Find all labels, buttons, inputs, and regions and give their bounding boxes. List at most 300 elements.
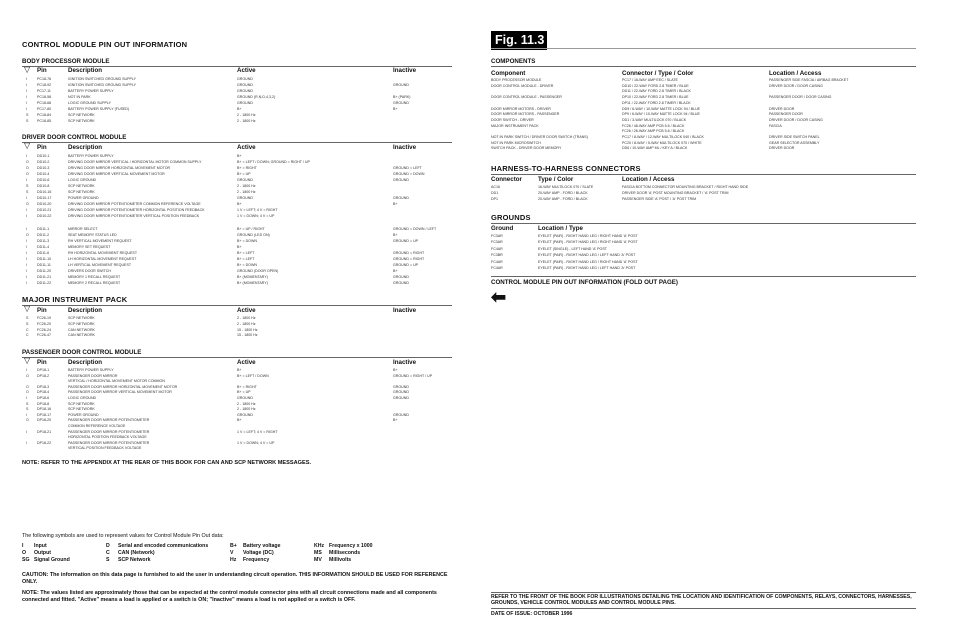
table-cell: BODY PROCESSOR MODULE <box>491 78 542 82</box>
table-cell: DP18-8 <box>37 401 50 406</box>
table-cell: 1 V = LEFT; 4 V = RIGHT <box>237 429 278 434</box>
table-cell: B+ <box>237 202 242 206</box>
table-cell: MAJOR INSTRUMENT PACK <box>491 123 539 128</box>
table-cell: I <box>26 95 27 99</box>
symbol-legend-cell: Input <box>34 543 47 549</box>
table-cell: GROUND = DOWN <box>393 172 425 176</box>
table-cell: B+ <box>393 418 398 423</box>
table-cell: 2 - 1800 Hz <box>237 119 256 123</box>
ddcm-col-pin: Pin <box>37 144 47 151</box>
table-cell: O <box>26 390 29 395</box>
table-cell: DOOR MIRROR MOTORS - DRIVER <box>491 106 551 111</box>
table-cell: I <box>26 251 27 255</box>
table-cell: 15 - 1800 Hz <box>237 333 258 338</box>
table-cell: COMMON REFERENCE VOLTAGE <box>68 424 126 428</box>
table-cell: DRIVING DOOR MIRROR VERTICAL / HORIZONTAL MOTOR COMMON SUPPLY <box>68 160 202 164</box>
table-cell: LOGIC GROUND SUPPLY <box>68 101 112 105</box>
table-cell: DD1 <box>491 191 499 196</box>
table-cell: 1 V = DOWN; 4 V = UP <box>237 440 275 445</box>
ddcm-heading: DRIVER DOOR CONTROL MODULE <box>22 134 127 141</box>
symbol-legend-cell: KHz <box>314 543 325 549</box>
table-cell: B+ <box>237 154 242 158</box>
table-cell: S <box>26 401 29 406</box>
table-cell: I <box>26 269 27 273</box>
page-title: CONTROL MODULE PIN OUT INFORMATION <box>22 40 188 49</box>
table-cell: GROUND <box>393 196 409 200</box>
table-cell: DD10-8 <box>37 184 50 188</box>
symbol-legend-cell: Battery voltage <box>243 543 281 549</box>
table-cell: DD10-20 <box>37 202 52 206</box>
table-cell: S <box>26 190 29 194</box>
table-cell: 2 - 1800 Hz <box>237 113 256 117</box>
table-cell: S <box>26 407 29 412</box>
harness-heading: HARNESS-TO-HARNESS CONNECTORS <box>491 164 641 173</box>
table-cell: DD11-10 <box>37 257 52 261</box>
table-cell: DP18-4 <box>37 390 50 395</box>
table-cell: PASSENGER SIDE 'A' POST / 'A' POST TRIM <box>622 197 697 202</box>
grounds-heading: GROUNDS <box>491 213 531 222</box>
table-cell: DP18-3 <box>37 384 50 389</box>
table-cell: B+ <box>237 107 242 111</box>
table-cell: B+ (MOMENTARY) <box>237 281 268 285</box>
table-cell: IGNITION SWITCHED GROUND SUPPLY <box>68 77 137 81</box>
table-cell: FASCIA <box>769 123 782 128</box>
table-cell: DOOR CONTROL MODULE - PASSENGER <box>491 95 562 100</box>
table-cell: GROUND <box>393 390 409 395</box>
mip-col-inactive: Inactive <box>393 307 417 314</box>
table-cell: 1 V = LEFT; 4 V = RIGHT <box>237 208 278 212</box>
table-cell: DP11 / 22-WAY FORD 2.8 TIMER / BLACK <box>622 100 691 105</box>
bpm-col-active: Active <box>237 67 256 74</box>
figure-badge: Fig. 11.3 <box>491 31 547 50</box>
table-cell: DD11-21 <box>37 275 52 279</box>
symbol-legend-cell: Frequency <box>243 557 270 563</box>
table-cell: 2 - 1800 Hz <box>237 407 256 412</box>
table-cell: BATTERY POWER SUPPLY <box>68 368 114 372</box>
table-cell: SCP NETWORK <box>68 113 95 117</box>
table-cell: VERTICAL / HORIZONTAL MOVEMENT MOTOR COMMON <box>68 379 165 384</box>
values-note: NOTE: The values listed are approximately those that can be expected at the control module connector pins with all circuit connections made and all components connected and fitted. "Active" means a load is applied or a switch is ON; "Inactive" means a load is not applied or a switch is OFF. <box>22 590 437 603</box>
table-cell: GROUND <box>237 77 253 81</box>
table-cell: DD11 / 22-WAY FORD 2.8 TIMER / BLACK <box>622 89 691 94</box>
table-cell: PASSENGER DOOR MIRROR VERTICAL MOVEMENT MOTOR <box>68 390 172 395</box>
table-cell: NOT IN PARK MICROSWITCH <box>491 140 541 145</box>
table-cell: DD10-17 <box>37 196 52 200</box>
table-cell: GROUND = LEFT <box>393 166 422 170</box>
table-cell: PC20 / 8-WAY / 5-WAY MULTILOCK 070 / WHITE <box>622 140 702 145</box>
table-cell: DRIVER DOOR <box>769 106 795 111</box>
table-cell: FC3AR <box>491 240 503 245</box>
ddcm-col-active: Active <box>237 144 256 151</box>
table-cell: SCP NETWORK <box>68 184 95 188</box>
table-cell: B+ <box>393 107 398 111</box>
table-cell: DD11-4 <box>37 245 50 249</box>
table-cell: S <box>26 321 29 326</box>
symbols-intro: The following symbols are used to represent values for Control Module Pin Out data: <box>22 533 224 539</box>
table-cell: DRIVER DOOR 'A' POST MOUNTING BRACKET / 'A' POST TRIM <box>622 191 729 196</box>
table-cell: GROUND = DOWN / LEFT <box>393 227 437 231</box>
table-cell: B+ <box>237 245 242 249</box>
table-cell: DP18-2 <box>37 373 50 378</box>
table-cell: FC4AR <box>491 246 503 251</box>
table-cell: DRIVING DOOR MIRROR VERTICAL MOVEMENT MOTOR <box>68 172 165 176</box>
table-cell: DP18-16 <box>37 407 52 412</box>
table-cell: FC26 / 48-WAY AMP PCB 5.6 / BLACK <box>622 123 685 128</box>
table-cell: DRIVER DOOR / DOOR CASING <box>769 117 823 122</box>
table-cell: DRIVERS DOOR SWITCH <box>68 269 111 273</box>
table-cell: I <box>26 214 27 218</box>
table-cell: PC17 / 16-WAY AMP EEC / SLATE <box>622 78 678 82</box>
mip-col-active: Active <box>237 307 256 314</box>
table-cell: FASCIA BOTTOM CONNECTOR MOUNTING BRACKET / RIGHT HAND SIDE <box>622 185 749 189</box>
table-cell: SCP NETWORK <box>68 407 95 412</box>
table-cell: CAN NETWORK <box>68 327 95 332</box>
table-cell: I <box>26 275 27 279</box>
table-cell: I <box>26 412 27 417</box>
table-cell: BATTERY POWER SUPPLY <box>68 89 114 93</box>
pin-triangle-icon: ▽ <box>24 65 31 74</box>
table-cell: SCP NETWORK <box>68 119 95 123</box>
table-cell: DD9 / 6-WAY / 10-WAY MATTE LOCK 94 / BLUE <box>622 106 701 111</box>
table-cell: GROUND (LED ON) <box>237 233 270 237</box>
table-cell: LOGIC GROUND <box>68 178 97 182</box>
table-cell: EYELET (PAIR) - RIGHT HAND LEG / RIGHT HAND 'A' POST <box>538 240 638 245</box>
table-cell: S <box>26 184 29 188</box>
components-col-component: Component <box>491 70 526 77</box>
table-cell: VERTICAL POSITION FEEDBACK VOLTAGE <box>68 446 142 451</box>
table-cell: BATTERY POWER SUPPLY (FUSED) <box>68 107 130 111</box>
table-cell: DRIVER DOOR <box>769 146 795 151</box>
symbol-legend-cell: Milliseconds <box>329 550 361 556</box>
bpm-col-pin: Pin <box>37 67 47 74</box>
table-cell: I <box>26 196 27 200</box>
table-cell: B+ = UP <box>237 172 251 176</box>
table-cell: DOOR MIRROR MOTORS - PASSENGER <box>491 112 560 117</box>
table-cell: FC3AR <box>491 234 503 238</box>
table-cell: B+ = LEFT / DOWN; GROUND = RIGHT / UP <box>237 160 310 164</box>
table-cell: FC26-47 <box>37 333 51 338</box>
components-col-location: Location / Access <box>769 70 822 77</box>
table-cell: EYELET (PAIR) - RIGHT HAND LEG / LEFT HAND 'A' POST <box>538 253 636 258</box>
table-cell: I <box>26 107 27 111</box>
table-cell: 2 - 1800 Hz <box>237 190 256 194</box>
table-cell: IGNITION SWITCHED GROUND SUPPLY <box>68 83 137 87</box>
table-cell: GROUND <box>237 101 253 105</box>
table-cell: B+ (PARK) <box>393 95 411 99</box>
symbol-legend-cell: B+ <box>230 543 237 549</box>
table-cell: B+ <box>237 368 242 372</box>
table-cell: B+ = RIGHT <box>237 166 257 170</box>
table-cell: DP18-6 <box>37 396 50 400</box>
table-cell: FC4AR <box>491 266 503 270</box>
table-cell: O <box>26 160 29 164</box>
table-cell: GROUND <box>393 101 409 105</box>
table-cell: I <box>26 281 27 285</box>
table-cell: I <box>26 101 27 105</box>
table-cell: BATTERY POWER SUPPLY <box>68 154 114 158</box>
table-cell: I <box>26 77 27 81</box>
bpm-col-desc: Description <box>68 67 103 74</box>
network-note: NOTE: REFER TO THE APPENDIX AT THE REAR OF THIS BOOK FOR CAN AND SCP NETWORK MESSAGES. <box>22 460 312 466</box>
table-cell: LH HORIZONTAL MOVEMENT REQUEST <box>68 257 137 261</box>
table-cell: PC17-80 <box>37 107 52 111</box>
table-cell: GEAR SELECTOR ASSEMBLY <box>769 140 820 145</box>
table-cell: GROUND = RIGHT <box>393 257 425 261</box>
table-cell: S <box>26 113 29 117</box>
table-cell: B+ = DOWN <box>237 263 257 267</box>
pdcm-heading: PASSENGER DOOR CONTROL MODULE <box>22 349 142 356</box>
issue-date: DATE OF ISSUE: OCTOBER 1996 <box>491 611 573 617</box>
symbol-legend-cell: CAN (Network) <box>118 550 155 556</box>
mip-heading: MAJOR INSTRUMENT PACK <box>22 295 128 304</box>
symbol-legend-cell: V <box>230 550 234 556</box>
table-cell: DOOR SWITCH - DRIVER <box>491 117 534 122</box>
table-cell: 15 - 1800 Hz <box>237 327 258 332</box>
symbol-legend-cell: MS <box>314 550 322 556</box>
harness-col-type: Type / Color <box>538 176 574 183</box>
table-cell: S <box>26 119 29 123</box>
table-cell: O <box>26 233 29 237</box>
table-cell: GROUND <box>393 83 409 87</box>
table-cell: GROUND <box>393 396 409 400</box>
table-cell: B+ <box>393 233 398 237</box>
table-cell: GROUND <box>393 178 409 182</box>
table-cell: O <box>26 418 29 423</box>
arrow-left-icon: ⬅ <box>491 287 507 307</box>
table-cell: I <box>26 263 27 267</box>
table-cell: PC17-11 <box>37 89 51 93</box>
symbol-legend-cell: Output <box>34 550 51 556</box>
table-cell: SCP NETWORK <box>68 401 95 406</box>
table-cell: EYELET (PAIR) - RIGHT HAND LEG / RIGHT HAND 'A' POST <box>538 259 638 264</box>
table-cell: DRIVER DOOR / DOOR CASING <box>769 83 823 88</box>
table-cell: DD10-1 <box>37 154 50 158</box>
table-cell: O <box>26 373 29 378</box>
table-cell: MEMORY 1 RECALL REQUEST <box>68 275 121 279</box>
table-cell: B+ <box>393 202 398 206</box>
table-cell: I <box>26 208 27 212</box>
table-cell: B+ = DOWN <box>237 239 257 243</box>
table-cell: GROUND <box>393 384 409 389</box>
table-cell: I <box>26 239 27 243</box>
pdcm-col-desc: Description <box>68 359 103 366</box>
table-cell: GROUND <box>393 275 409 279</box>
symbol-legend-cell: Serial and encoded communications <box>118 543 209 549</box>
table-cell: B+ <box>393 368 398 372</box>
table-cell: DD11-6 <box>37 251 50 255</box>
table-cell: I <box>26 440 27 445</box>
table-cell: DD11-22 <box>37 281 52 285</box>
table-cell: PASSENGER DOOR MIRROR HORIZONTAL MOVEMENT MOTOR <box>68 384 178 389</box>
table-cell: EYELET (SINGLE) - LEFT HAND 'A' POST <box>538 246 607 251</box>
components-heading: COMPONENTS <box>491 58 536 65</box>
table-cell: I <box>26 257 27 261</box>
table-cell: I <box>26 154 27 158</box>
table-cell: PASSENGER DOOR MIRROR POTENTIOMETER <box>68 418 150 423</box>
table-cell: I <box>26 178 27 182</box>
table-cell: FC26 / 26-WAY AMP PCB 5.6 / BLACK <box>622 129 685 134</box>
table-cell: I <box>26 89 27 93</box>
bpm-heading: BODY PROCESSOR MODULE <box>22 58 110 65</box>
table-cell: B+ <box>237 418 242 423</box>
symbol-legend-cell: MV <box>314 557 322 563</box>
table-cell: I <box>26 83 27 87</box>
table-cell: B+ = UP / RIGHT <box>237 227 265 231</box>
table-cell: B+ = RIGHT <box>237 384 257 389</box>
table-cell: DD10 / 22-WAY FORD 2.8 TIMER / BLUE <box>622 83 689 88</box>
table-cell: DD11-2 <box>37 233 50 237</box>
table-cell: PC18-84 <box>37 113 52 117</box>
table-cell: PASSENGER SIDE FASCIA / AIRBAG BRACKET <box>769 78 849 82</box>
table-cell: I <box>26 368 27 372</box>
table-cell: LOGIC GROUND <box>68 396 97 400</box>
table-cell: I <box>26 245 27 249</box>
table-cell: GROUND <box>237 83 253 87</box>
symbol-legend-cell: Hz <box>230 557 237 563</box>
symbol-legend-cell: O <box>22 550 27 556</box>
table-cell: I <box>26 396 27 400</box>
table-cell: B+ (MOMENTARY) <box>237 275 268 279</box>
table-cell: GROUND <box>237 396 253 400</box>
table-cell: PASSENGER DOOR MIRROR <box>68 373 118 378</box>
table-cell: RH HORIZONTAL MOVEMENT REQUEST <box>68 251 138 255</box>
table-cell: GROUND = UP <box>393 263 419 267</box>
table-cell: MIRROR SELECT <box>68 227 98 231</box>
table-cell: POWER GROUND <box>68 412 99 417</box>
table-cell: PC18-58 <box>37 95 52 99</box>
table-cell: 16-WAY MULTILOCK 070 / SLATE <box>538 185 594 189</box>
table-cell: LH VERTICAL MOVEMENT REQUEST <box>68 263 132 267</box>
mip-col-desc: Description <box>68 307 103 314</box>
refer-note: REFER TO THE FRONT OF THE BOOK FOR ILLUSTRATIONS DETAILING THE LOCATION AND IDENTIFICATION OF COMPONENTS, RELAYS, CONNECTORS, HARNESSES, GROUNDS, VEHICLE CONTROL MODULES AND CONTROL MODULE PINS. <box>491 594 912 607</box>
table-cell: PASSENGER DOOR / DOOR CASING <box>769 95 832 100</box>
table-cell: DRIVING DOOR MIRROR HORIZONTAL MOVEMENT MOTOR <box>68 166 171 170</box>
table-cell: O <box>26 172 29 176</box>
table-cell: 2 - 1800 Hz <box>237 321 256 326</box>
pin-triangle-icon: ▽ <box>24 304 31 313</box>
symbol-legend-cell: Frequency x 1000 <box>329 543 373 549</box>
table-cell: FC4AR <box>491 259 503 264</box>
harness-col-location: Location / Access <box>622 176 675 183</box>
table-cell: B+ <box>393 269 398 273</box>
table-cell: C <box>26 333 29 338</box>
table-cell: DRIVING DOOR MIRROR POTENTIOMETER COMMON REFERENCE VOLTAGE <box>68 202 201 206</box>
harness-col-connector: Connector <box>491 176 522 183</box>
table-cell: MEMORY 2 RECALL REQUEST <box>68 281 121 285</box>
table-cell: GROUND <box>237 196 253 200</box>
table-cell: NOT IN PARK <box>68 95 91 99</box>
pin-triangle-icon: ▽ <box>24 356 31 365</box>
table-cell: DD11-1 <box>37 227 50 231</box>
table-cell: PASSENGER DOOR MIRROR POTENTIOMETER <box>68 429 150 434</box>
table-cell: GROUND (R,N,D,4,3,2) <box>237 95 276 99</box>
table-cell: SCP NETWORK <box>68 316 95 320</box>
table-cell: PC18-85 <box>37 119 52 123</box>
table-cell: 2 - 1800 Hz <box>237 316 256 320</box>
table-cell: DD11-11 <box>37 263 51 267</box>
table-cell: DD1 / 3-WAY MULTILOCK 070 / BLACK <box>622 117 687 122</box>
table-cell: DP18-1 <box>37 368 50 372</box>
symbol-legend-cell: Millivolts <box>329 557 352 563</box>
table-cell: O <box>26 384 29 389</box>
grounds-col-location: Location / Type <box>538 225 583 232</box>
caution-text: CAUTION: The information on this data page is furnished to aid the user in understanding circuit operation. THIS INFORMATION SHOULD BE USED FOR REFERENCE ONLY. <box>22 572 448 585</box>
table-cell: GROUND = RIGHT / UP <box>393 373 433 378</box>
symbol-legend-cell: D <box>106 543 110 549</box>
foldout-title: CONTROL MODULE PIN OUT INFORMATION (FOLD OUT PAGE) <box>491 279 678 286</box>
table-cell: GROUND <box>393 412 409 417</box>
table-cell: GROUND <box>393 281 409 285</box>
table-cell: FC26-24 <box>37 327 51 332</box>
table-cell: DRIVING DOOR MIRROR POTENTIOMETER VERTICAL POSITION FEEDBACK <box>68 214 200 218</box>
table-cell: PC18-92 <box>37 83 52 87</box>
table-cell: DP18-17 <box>37 412 52 417</box>
table-cell: DD11-3 <box>37 239 50 243</box>
table-cell: SCP NETWORK <box>68 190 95 194</box>
table-cell: MEMORY SET REQUEST <box>68 245 111 249</box>
table-cell: RH VERTICAL MOVEMENT REQUEST <box>68 239 132 243</box>
table-cell: HORIZONTAL POSITION FEEDBACK VOLTAGE <box>68 435 147 440</box>
table-cell: DOOR CONTROL MODULE - DRIVER <box>491 83 554 88</box>
table-cell: DP10 / 22-WAY FORD 2.8 TIMER / BLUE <box>622 95 689 100</box>
table-cell: DP18-22 <box>37 440 52 445</box>
table-cell: B+ = LEFT <box>237 257 255 261</box>
table-cell: PASSENGER DOOR MIRROR POTENTIOMETER <box>68 440 150 445</box>
table-cell: NOT IN PARK SWITCH / DRIVER DOOR SWITCH (TRANS) <box>491 135 588 139</box>
symbol-legend-cell: C <box>106 550 110 556</box>
table-cell: DD10-3 <box>37 166 50 170</box>
table-cell: PC17 / 8-WAY / 12-WAY MULTILOCK 040 / BLACK <box>622 135 704 139</box>
table-cell: FC26-20 <box>37 321 51 326</box>
ddcm-col-desc: Description <box>68 144 103 151</box>
table-cell: GROUND <box>237 178 253 182</box>
table-cell: FC3BR <box>491 253 503 258</box>
table-cell: 20-WAY AMP - FORD / BLACK <box>538 191 588 196</box>
table-cell: PC18-68 <box>37 101 52 105</box>
table-cell: SEAT MEMORY STATUS LED <box>68 233 117 237</box>
table-cell: DP18-21 <box>37 429 52 434</box>
table-cell: SWITCH PACK - DRIVER DOOR MEMORY <box>491 146 562 151</box>
table-cell: DRIVER SIDE SWITCH PANEL <box>769 135 820 139</box>
symbol-legend-cell: Voltage (DC) <box>243 550 274 556</box>
pdcm-col-inactive: Inactive <box>393 359 417 366</box>
table-cell: DP1 <box>491 197 498 202</box>
table-cell: DD11-20 <box>37 269 52 273</box>
table-cell: DP9 / 6-WAY / 10-WAY MATTE LOCK 94 / BLUE <box>622 112 700 117</box>
table-cell: I <box>26 429 27 434</box>
table-cell: S <box>26 316 29 320</box>
table-cell: DD10-21 <box>37 208 52 212</box>
table-cell: 2 - 1800 Hz <box>237 401 256 406</box>
table-cell: I <box>26 227 27 231</box>
table-cell: SCP NETWORK <box>68 321 95 326</box>
table-cell: DD6 / 10-WAY AMP ML / KEY A / BLACK <box>622 146 688 151</box>
pdcm-col-pin: Pin <box>37 359 47 366</box>
table-cell: FC26-19 <box>37 316 51 320</box>
table-cell: B+ = LEFT / DOWN <box>237 373 269 378</box>
table-cell: GROUND (DOOR OPEN) <box>237 269 279 273</box>
symbol-legend-cell: I <box>22 543 24 549</box>
table-cell: EYELET (PAIR) - RIGHT HAND LEG / LEFT HAND 'A' POST <box>538 266 636 270</box>
table-cell: CAN NETWORK <box>68 333 95 338</box>
table-cell: DRIVING DOOR MIRROR POTENTIOMETER HORIZONTAL POSITION FEEDBACK <box>68 208 205 212</box>
grounds-col-ground: Ground <box>491 225 514 232</box>
table-cell: GROUND = RIGHT <box>393 251 425 255</box>
table-cell: POWER GROUND <box>68 196 99 200</box>
table-cell: DP18-20 <box>37 418 52 423</box>
table-cell: GROUND = UP <box>393 239 419 243</box>
symbol-legend-cell: Signal Ground <box>34 557 70 563</box>
